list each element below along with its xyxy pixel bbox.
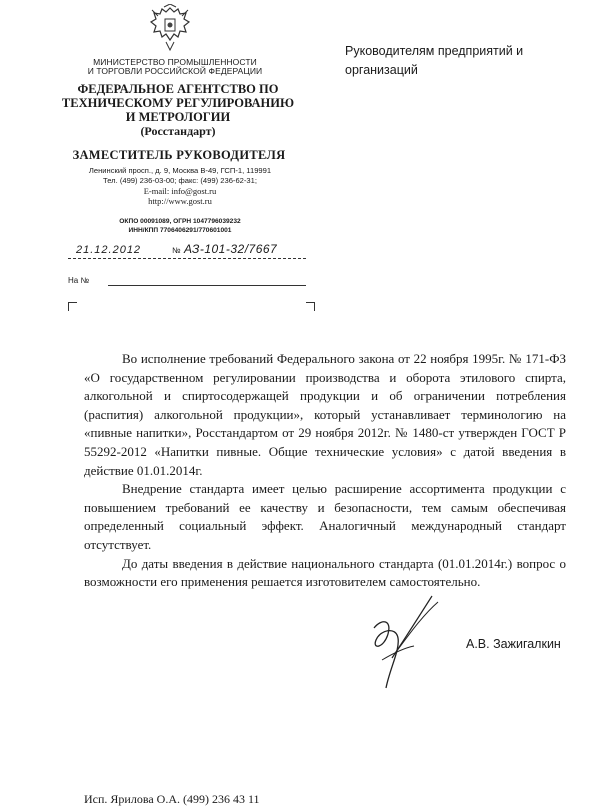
- ministry-line: МИНИСТЕРСТВО ПРОМЫШЛЕННОСТИ: [93, 57, 257, 67]
- postal-address: Ленинский просп., д. 9, Москва В-49, ГСП-1, 119991: [88, 166, 272, 175]
- agency-line: И МЕТРОЛОГИИ: [125, 110, 231, 124]
- reply-reference: [68, 276, 318, 290]
- email-address: E-mail: info@gost.ru: [143, 186, 217, 196]
- addressee-line: Руководителям предприятий и: [345, 44, 524, 58]
- body-paragraph: До даты введения в действие национального стандарта (01.01.2014г.) вопрос о возможности его применения решается изготовителем самостоятельно.: [84, 555, 566, 590]
- contact-info: [60, 166, 300, 206]
- reply-to-label: На №: [68, 276, 90, 285]
- letter-body: [84, 350, 566, 592]
- ministry-line: И ТОРГОВЛИ РОССИЙСКОЙ ФЕДЕРАЦИИ: [87, 66, 263, 76]
- handwritten-signature-icon: [352, 588, 452, 698]
- corner-mark-right: [306, 302, 315, 311]
- registration-codes: [60, 218, 300, 235]
- okpo-ogrn: ОКПО 00091089, ОГРН 1047796039232: [119, 218, 241, 225]
- letter-date: 21.12.2012: [76, 244, 142, 256]
- agency-short-name: (Росстандарт): [140, 124, 216, 138]
- ministry-name: [60, 58, 290, 76]
- agency-name: [48, 82, 308, 138]
- addressee-line: организаций: [345, 63, 418, 77]
- outgoing-reference: [68, 244, 308, 264]
- inn-kpp: ИНН/КПП 7706406291/770601001: [128, 226, 232, 234]
- executor-contact: Исп. Ярилова О.А. (499) 236 43 11: [84, 792, 260, 806]
- agency-line: ФЕДЕРАЛЬНОЕ АГЕНТСТВО ПО: [77, 82, 279, 96]
- body-paragraph: Во исполнение требований Федерального закона от 22 ноября 1995г. № 171-ФЗ «О государственном регулировании производства и оборота этилового спирта, алкогольной и спиртосодержащей продукции и об ограничении потребления (распития) алкогольной продукции», который устанавливает терминологию на «пивные напитки», Росстандартом от 29 ноября 2012г. № 1480-ст утвержден ГОСТ Р 55292-2012 «Напитки пивные. Общие технические условия» с датой введения в действие 01.01.2014г.: [84, 351, 566, 478]
- addressee: [345, 42, 585, 80]
- website-address: http://www.gost.ru: [148, 196, 212, 206]
- agency-line: ТЕХНИЧЕСКОМУ РЕГУЛИРОВАНИЮ: [61, 96, 295, 110]
- reply-underline: [108, 285, 306, 286]
- deputy-title: ЗАМЕСТИТЕЛЬ РУКОВОДИТЕЛЯ: [72, 148, 286, 162]
- coat-of-arms-icon: [148, 4, 192, 52]
- corner-mark-left: [68, 302, 77, 311]
- phone-fax: Тел. (499) 236-03-00; факс: (499) 236-62-31;: [103, 176, 257, 185]
- reference-underline: [68, 258, 306, 259]
- number-label: №: [172, 246, 181, 255]
- body-paragraph: Внедрение стандарта имеет целью расширение ассортимента продукции с повышением требований ее качеству и безопасности, тем самым обеспечивая определенный социальный эффект. Аналогичный международный стандарт отсутствует.: [84, 481, 566, 552]
- signer-name: А.В. Зажигалкин: [466, 637, 561, 651]
- registration-number: АЗ-101-32/7667: [184, 242, 278, 256]
